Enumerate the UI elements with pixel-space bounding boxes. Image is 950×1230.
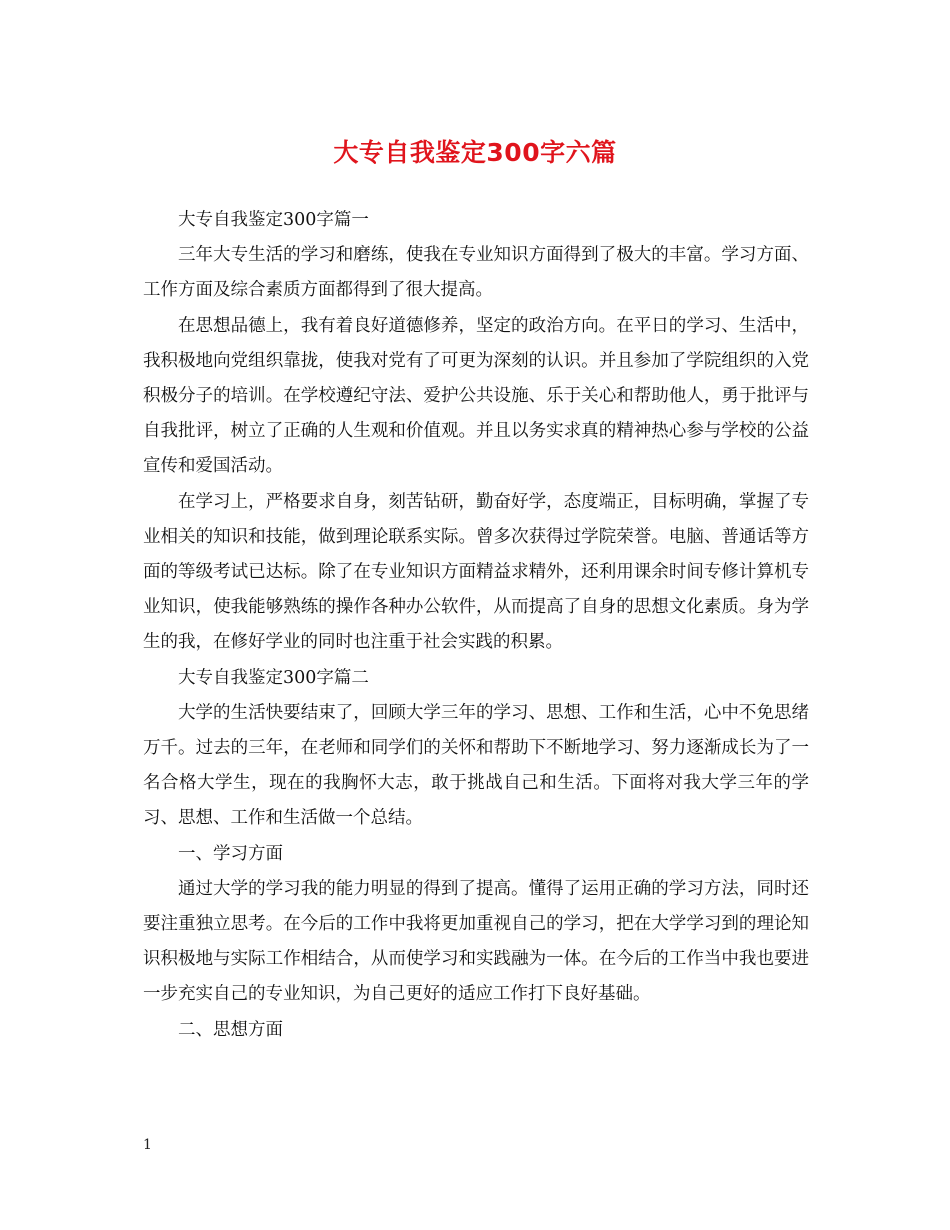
document-title: 大专自我鉴定300字六篇	[333, 138, 617, 167]
paragraph: 三年大专生活的学习和磨练，使我在专业知识方面得到了极大的丰富。学习方面、工作方面及综合素质方面都得到了很大提高。	[143, 245, 809, 301]
paragraph: 在思想品德上，我有着良好道德修养，坚定的政治方向。在平日的学习、生活中，我积极地向党组织靠拢，使我对党有了可更为深刻的认识。并且参加了学院组织的入党积极分子的培训。在学校遵纪守法、爱护公共设施、乐于关心和帮助他人，勇于批评与自我批评，树立了正确的人生观和价值观。并且以务实求真的精神热心参与学校的公益宣传和爱国活动。	[143, 315, 809, 477]
section-heading-1: 大专自我鉴定300字篇一	[178, 210, 369, 230]
paragraph: 大学的生活快要结束了，回顾大学三年的学习、思想、工作和生活，心中不免思绪万千。过去的三年，在老师和同学们的关怀和帮助下不断地学习、努力逐渐成长为了一名合格大学生，现在的我胸怀大志，敢于挑战自己和生活。下面将对我大学三年的学习、思想、工作和生活做一个总结。	[143, 702, 809, 829]
section-heading-2: 大专自我鉴定300字篇二	[178, 667, 369, 688]
document-body	[143, 203, 809, 1048]
subheading-thought: 二、思想方面	[178, 1019, 283, 1040]
page-number: 1	[143, 1137, 152, 1153]
paragraph: 在学习上，严格要求自身，刻苦钻研，勤奋好学，态度端正，目标明确，掌握了专业相关的知识和技能，做到理论联系实际。曾多次获得过学院荣誉。电脑、普通话等方面的等级考试已达标。除了在专业知识方面精益求精外，还利用课余时间专修计算机专业知识，使我能够熟练的操作各种办公软件，从而提高了自身的思想文化素质。身为学生的我，在修好学业的同时也注重于社会实践的积累。	[143, 491, 809, 653]
subheading-study: 一、学习方面	[178, 843, 283, 864]
paragraph: 通过大学的学习我的能力明显的得到了提高。懂得了运用正确的学习方法，同时还要注重独立思考。在今后的工作中我将更加重视自己的学习，把在大学学习到的理论知识积极地与实际工作相结合，从而使学习和实践融为一体。在今后的工作当中我也要进一步充实自己的专业知识，为自己更好的适应工作打下良好基础。	[143, 878, 809, 1005]
